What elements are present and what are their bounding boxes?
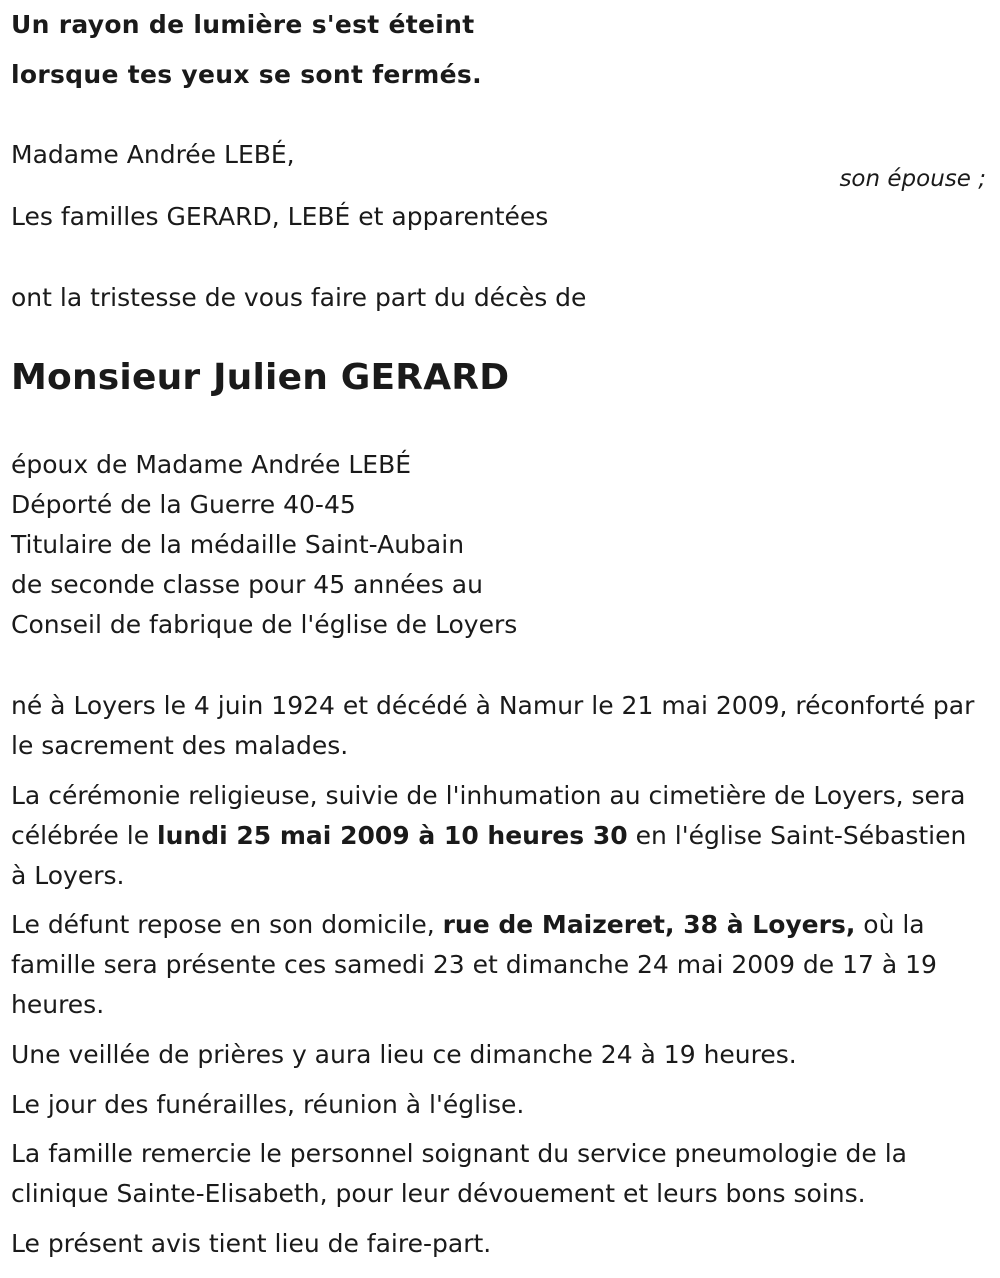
ceremony-text-end: en l'église Saint-Sébastien à Loyers. — [11, 821, 967, 890]
ceremony-text-start: La cérémonie religieuse, suivie de l'inhumation au cimetière de Loyers, sera célébrée le — [11, 781, 966, 850]
announcement-intro: ont la tristesse de vous faire part du décès de — [11, 283, 587, 312]
motto-line-1: Un rayon de lumière s'est éteint — [11, 10, 475, 39]
repose-address: rue de Maizeret, 38 à Loyers, — [442, 910, 856, 939]
repose-text-start: Le défunt repose en son domicile, — [11, 910, 443, 939]
title-medal-class: de seconde classe pour 45 années au — [11, 570, 483, 599]
spouse-name: Madame Andrée LEBÉ, — [11, 140, 295, 169]
title-council: Conseil de fabrique de l'église de Loyers — [11, 610, 518, 639]
ceremony-paragraph — [11, 776, 986, 896]
families-line: Les familles GERARD, LEBÉ et apparentées — [11, 202, 549, 231]
ceremony-date: lundi 25 mai 2009 à 10 heures 30 — [157, 821, 628, 850]
title-spouse: époux de Madame Andrée LEBÉ — [11, 450, 412, 479]
repose-paragraph — [11, 905, 986, 1025]
repose-text-end: où la famille sera présente ces samedi 23 et dimanche 24 mai 2009 de 17 à 19 heures. — [11, 910, 937, 1019]
funeral-day-paragraph: Le jour des funérailles, réunion à l'église. — [11, 1090, 525, 1119]
birth-death-paragraph: né à Loyers le 4 juin 1924 et décédé à Namur le 21 mai 2009, réconforté par le sacrement des malades. — [11, 691, 975, 760]
title-medal: Titulaire de la médaille Saint-Aubain — [11, 530, 465, 559]
notice-paragraph: Le présent avis tient lieu de faire-part. — [11, 1229, 492, 1258]
vigil-paragraph: Une veillée de prières y aura lieu ce dimanche 24 à 19 heures. — [11, 1040, 797, 1069]
title-deported: Déporté de la Guerre 40-45 — [11, 490, 356, 519]
deceased-name: Monsieur Julien GERARD — [11, 357, 510, 398]
spouse-role: son épouse ; — [839, 166, 986, 192]
motto-line-2: lorsque tes yeux se sont fermés. — [11, 60, 482, 89]
thanks-paragraph: La famille remercie le personnel soignant du service pneumologie de la clinique Sainte-Elisabeth, pour leur dévouement et leurs bons soins. — [11, 1139, 907, 1208]
